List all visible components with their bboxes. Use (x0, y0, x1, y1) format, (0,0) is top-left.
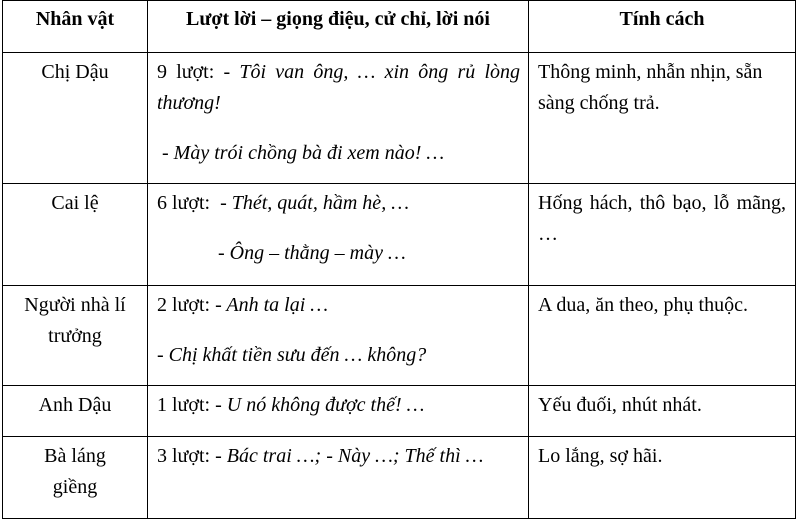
character-name-cell (3, 437, 148, 519)
character-name: Người nhà lí trưởng (24, 294, 126, 347)
character-table (2, 0, 796, 519)
speech-count: 6 lượt: (157, 192, 211, 214)
trait-text: Thông minh, nhẫn nhịn, sẵn sàng chống trả. (538, 61, 763, 114)
header-speech: Lượt lời – giọng điệu, cử chỉ, lời nói (148, 1, 529, 53)
speech-cell (148, 53, 529, 184)
speech-count: 3 lượt: (157, 445, 211, 467)
trait-cell (529, 437, 796, 519)
character-name: Anh Dậu (38, 394, 112, 416)
speech-line: - Thét, quát, hầm hè, … (220, 192, 409, 214)
speech-cell (148, 437, 529, 519)
trait-text: Lo lắng, sợ hãi. (538, 445, 663, 467)
table-row (3, 386, 796, 437)
table-row (3, 437, 796, 519)
character-name: Bà láng giềng (44, 445, 106, 498)
speech-count: 2 lượt: (157, 294, 211, 316)
character-name-cell (3, 184, 148, 286)
speech-cell (148, 286, 529, 386)
speech-line: - U nó không được thế! … (215, 394, 425, 416)
speech-line: - Chị khất tiền sưu đến … không? (157, 344, 427, 366)
trait-text: Yếu đuối, nhút nhát. (538, 394, 702, 416)
header-trait: Tính cách (529, 1, 796, 53)
trait-text: Hống hách, thô bạo, lỗ mãng, … (538, 192, 786, 245)
header-row (3, 1, 796, 53)
table-row (3, 53, 796, 184)
speech-line: - Bác trai …; - Này …; Thế thì … (215, 445, 484, 467)
character-name-cell (3, 286, 148, 386)
character-name-cell (3, 53, 148, 184)
character-name: Cai lệ (51, 192, 99, 214)
header-character: Nhân vật (3, 1, 148, 53)
speech-cell (148, 184, 529, 286)
table-row (3, 184, 796, 286)
speech-line: - Anh ta lại … (215, 294, 329, 316)
trait-cell (529, 184, 796, 286)
speech-count: 9 lượt: (157, 61, 215, 83)
trait-cell (529, 286, 796, 386)
trait-cell (529, 386, 796, 437)
trait-cell (529, 53, 796, 184)
trait-text: A dua, ăn theo, phụ thuộc. (538, 294, 748, 316)
character-name-cell (3, 386, 148, 437)
table-row (3, 286, 796, 386)
speech-line: - Mày trói chồng bà đi xem nào! … (162, 142, 445, 164)
character-name: Chị Dậu (41, 61, 109, 83)
speech-count: 1 lượt: (157, 394, 211, 416)
speech-line: - Tôi van ông, … xin ông rủ lòng thương! (157, 61, 521, 114)
speech-cell (148, 386, 529, 437)
speech-line: - Ông – thằng – mày … (218, 242, 406, 264)
